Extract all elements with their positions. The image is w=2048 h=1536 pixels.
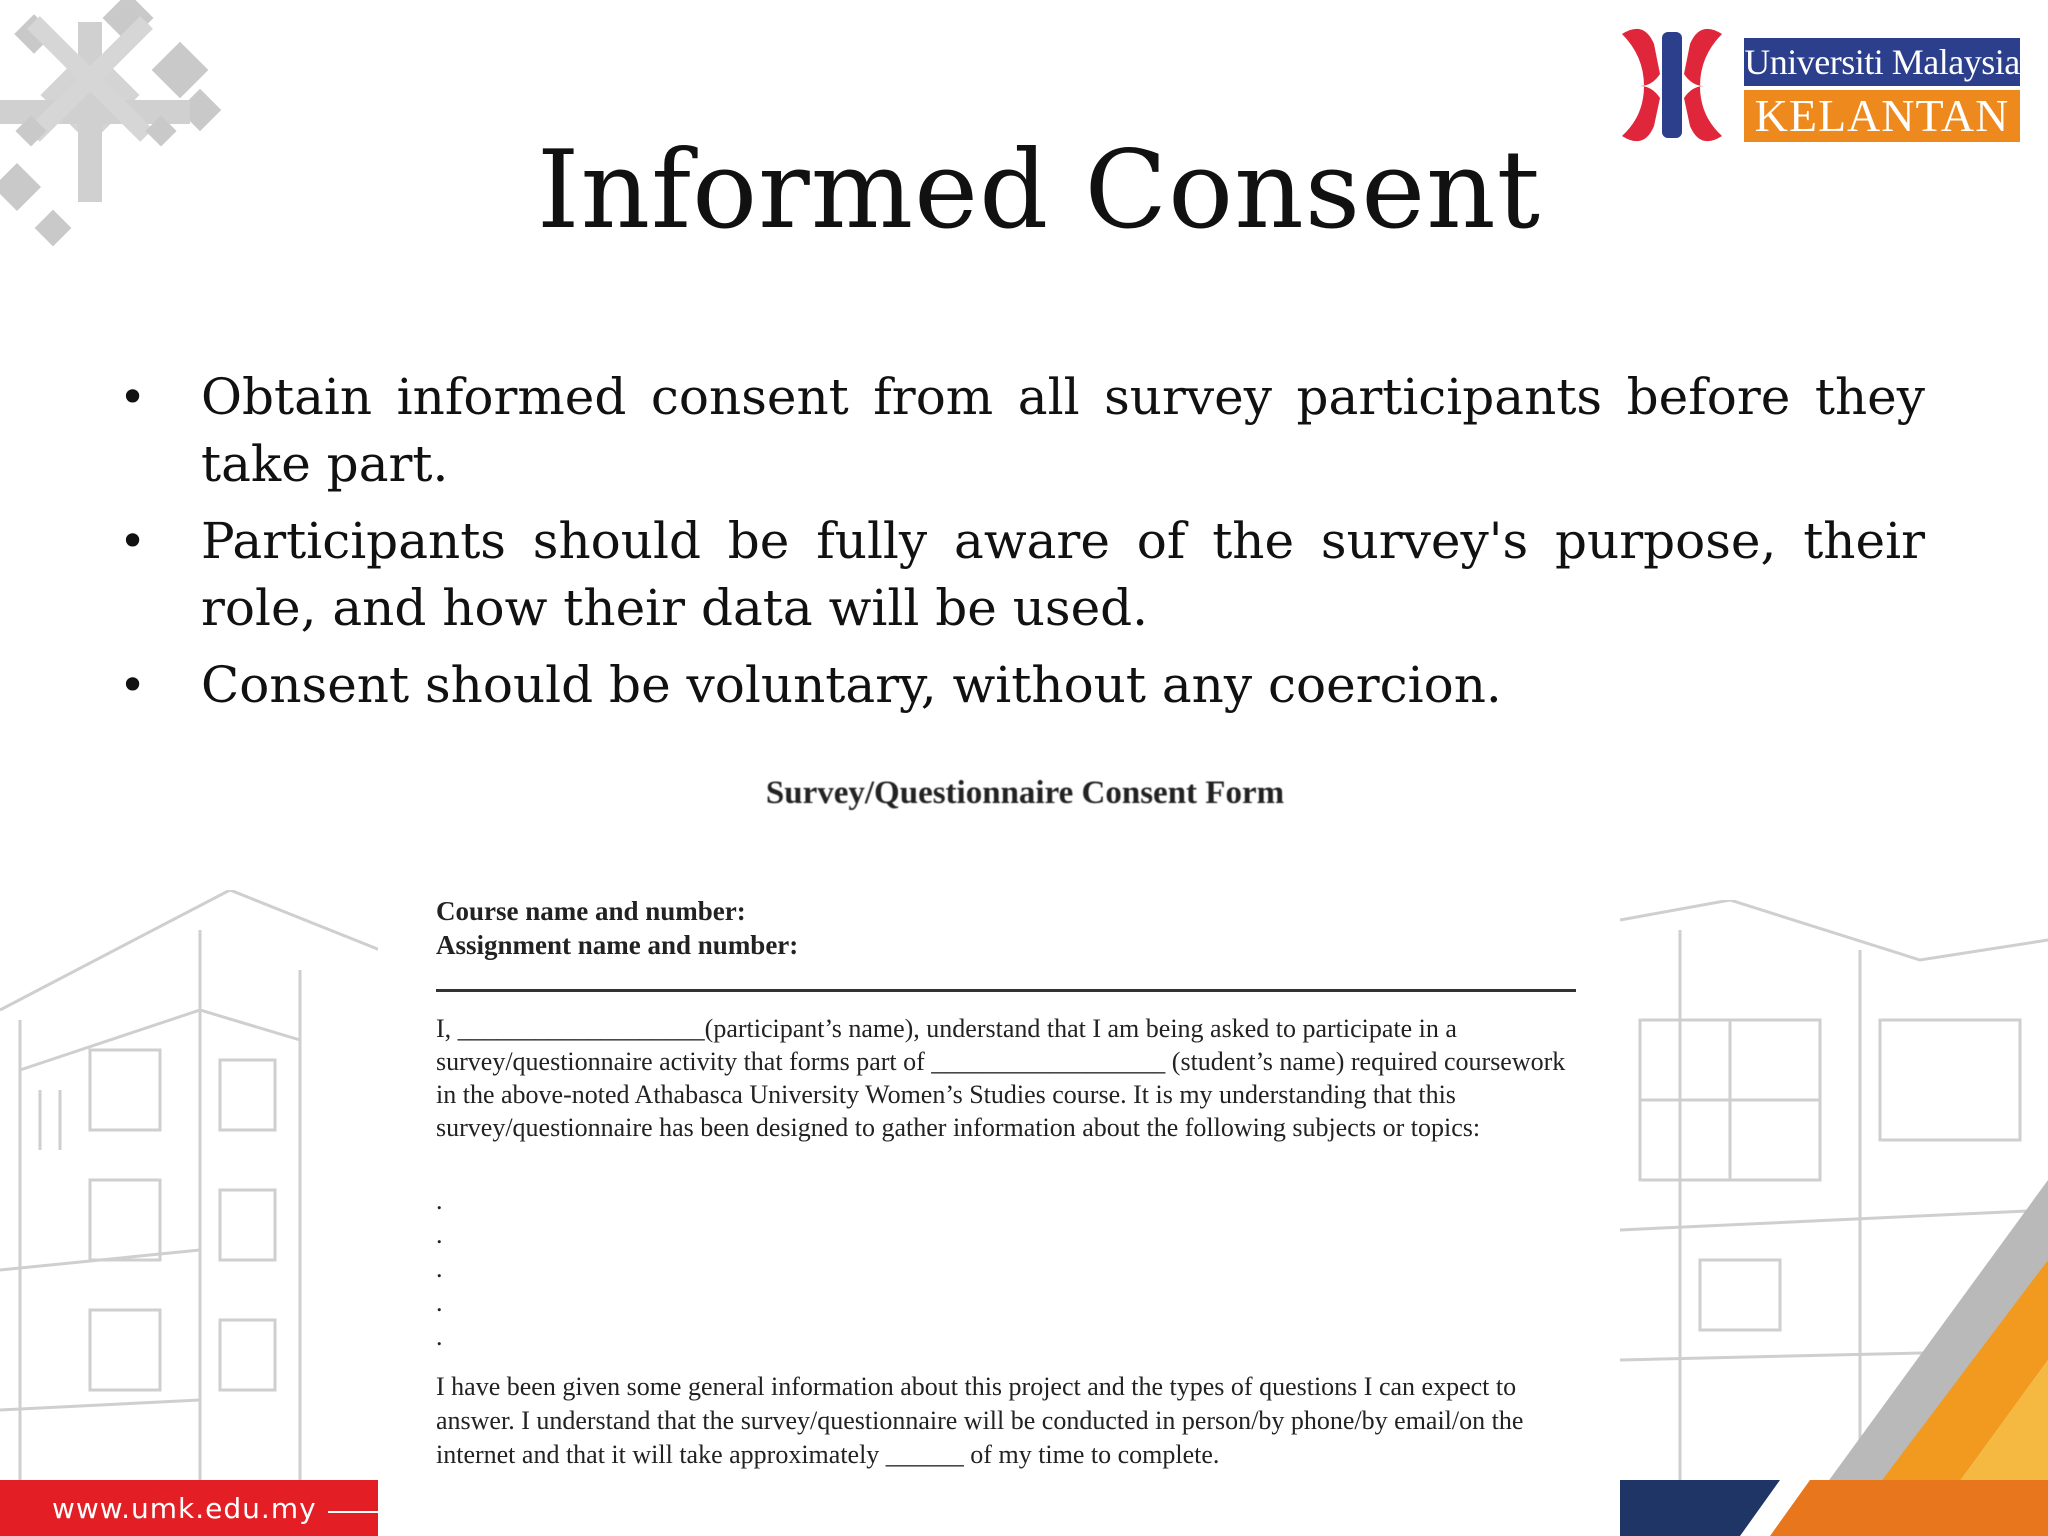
topic-placeholder: . — [436, 1288, 443, 1317]
building-sketch-left — [0, 890, 380, 1490]
bullet-list — [115, 364, 1925, 729]
topic-placeholder: . — [436, 1254, 443, 1283]
bullet-item — [115, 508, 1925, 642]
bullet-text: Participants should be fully aware of the survey's purpose, their role, and how their data will be used. — [201, 512, 1925, 637]
bullet-text: Consent should be voluntary, without any coercion. — [201, 656, 1502, 714]
assignment-line: Assignment name and number: — [436, 930, 799, 960]
slide-title: Informed Consent — [536, 128, 1542, 253]
bullet-text: Obtain informed consent from all survey participants before they take part. — [201, 368, 1925, 493]
form-divider — [436, 989, 1576, 992]
form-topic-list — [436, 1184, 443, 1354]
footer-url: www.umk.edu.my — [52, 1492, 317, 1525]
bullet-item — [115, 364, 1925, 498]
bullet-dot-icon: • — [119, 658, 147, 712]
logo-university-name: Universiti Malaysia — [1744, 38, 2020, 86]
umk-emblem-icon — [1622, 26, 1722, 144]
form-header — [436, 894, 798, 962]
form-paragraph-2: I have been given some general information about this project and the types of questions I can expect to answer. I understand that the survey/questionnaire will be conducted in person/by phone/by email/on the internet and that it will take approximately ______ of my time to complete. — [436, 1372, 1524, 1469]
bullet-dot-icon: • — [119, 370, 147, 424]
course-line: Course name and number: — [436, 896, 746, 926]
form-caption: Survey/Questionnaire Consent Form — [765, 775, 1285, 811]
form-paragraph-1: I, ___________________(participant’s name), understand that I am being asked to participate in a survey/questionnaire activity that forms part of __________________ (student’s name) required coursework in the above-noted Athabasca University Women’s Studies course. It is my understanding that this survey/questionnaire has been designed to gather information about the following subjects or topics: — [436, 1014, 1566, 1142]
topic-placeholder: . — [436, 1186, 443, 1215]
logo-campus-name: KELANTAN — [1744, 90, 2020, 142]
bullet-item — [115, 652, 1925, 719]
topic-placeholder: . — [436, 1322, 443, 1351]
bullet-dot-icon: • — [119, 514, 147, 568]
topic-placeholder: . — [436, 1220, 443, 1249]
consent-form-image — [378, 868, 1620, 1508]
footer-divider — [328, 1511, 378, 1513]
corner-stripes-decoration — [1620, 1060, 2048, 1536]
